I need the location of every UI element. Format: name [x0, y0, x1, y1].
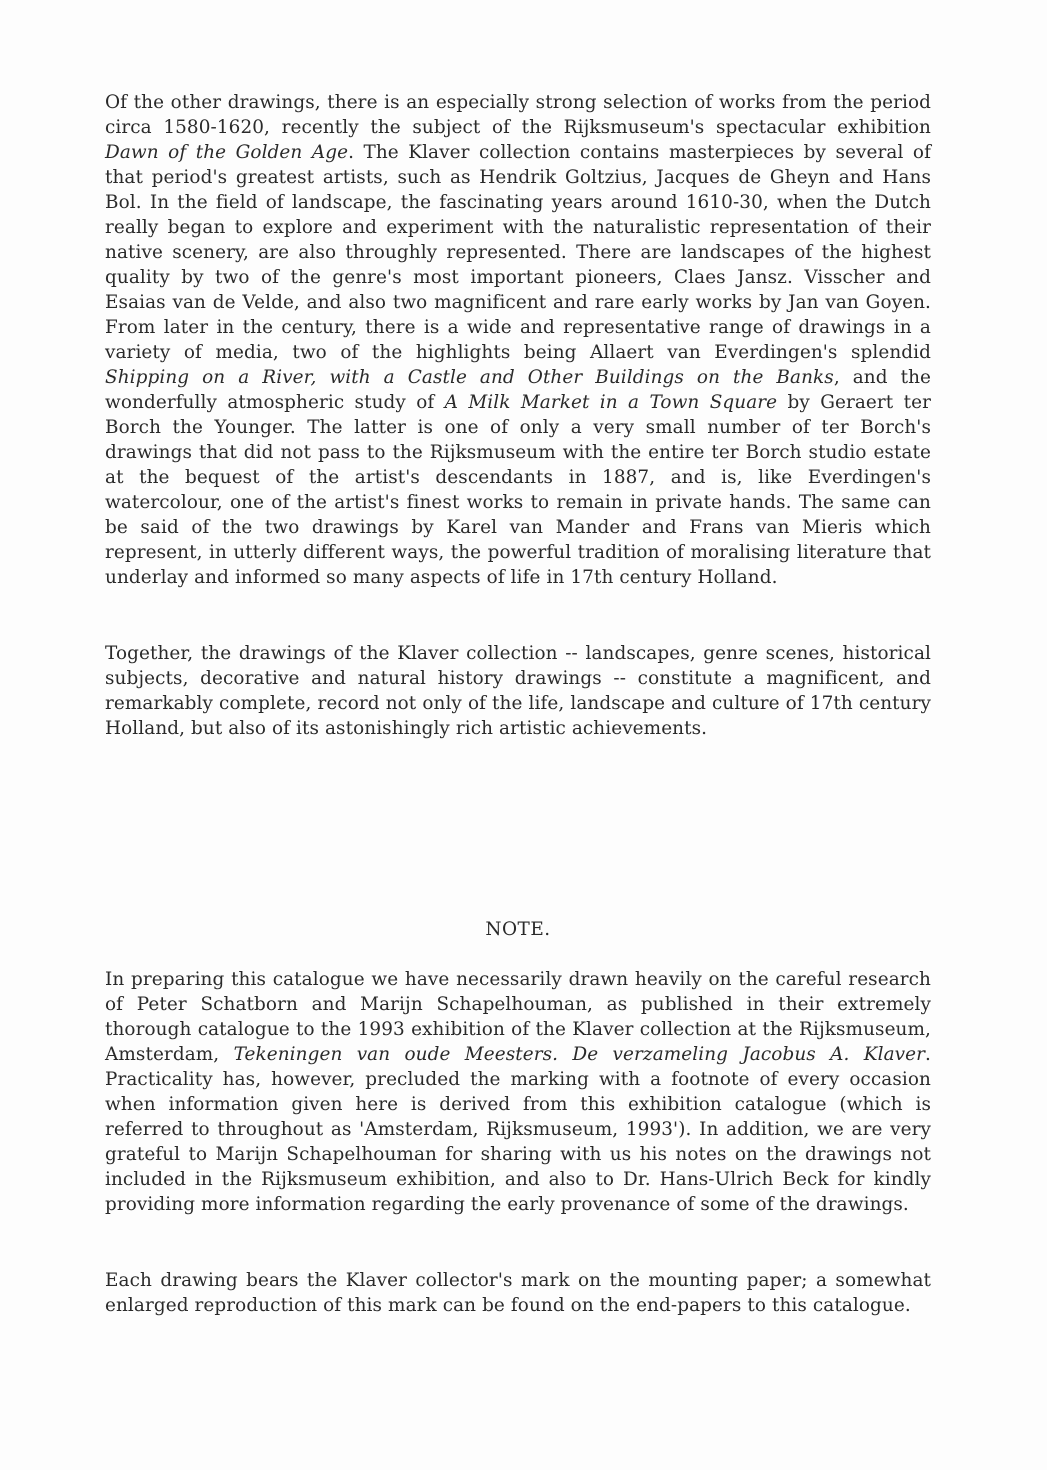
note-paragraph [105, 967, 931, 1217]
note-text-2: . Practicality has, however, precluded the marking with a footnote of every occasion when information given here is derived from this exhibition catalogue (which is referred to throughout as 'Amsterdam, Rijksmuseum, 1993'). In addition, we are very grateful to Marijn Schapelhouman for sharing with us his notes on the drawings not included in the Rijksmuseum exhibition, and also to Dr. Hans-Ulrich Beck for kindly providing more information regarding the early provenance of some of the drawings. [105, 1044, 931, 1215]
intro-text-1: Of the other drawings, there is an especially strong selection of works from the period circa 1580-1620, recently the subject of the Rijksmuseum's spectacular exhibition [105, 92, 931, 138]
title-dawn-of-the-golden-age: Dawn of the Golden Age [105, 142, 349, 163]
intro-text-4: by Geraert ter Borch the Younger. The latter is one of only a very small number of ter Borch's drawings that did not pass to the Rijksmuseum with the entire ter Borch studio estate at the bequest of the artist's descendants in 1887, and is, like Everdingen's watercolour, one of the artist's finest works to remain in private hands. The same can be said of the two drawings by Karel van Mander and Frans van Mieris which represent, in utterly different ways, the powerful tradition of moralising literature that underlay and informed so many aspects of life in 17th century Holland. [105, 392, 931, 588]
collector-mark-text: Each drawing bears the Klaver collector's mark on the mounting paper; a somewhat enlarged reproduction of this mark can be found on the end-papers to this catalogue. [105, 1270, 931, 1316]
note-heading: NOTE. [485, 919, 551, 940]
intro-paragraph [105, 90, 931, 590]
collector-mark-paragraph [105, 1268, 931, 1318]
title-tekeningen-van-oude-meesters: Tekeningen van oude Meesters. De verzameling Jacobus A. Klaver [233, 1044, 926, 1065]
note-text-1: In preparing this catalogue we have necessarily drawn heavily on the careful research of Peter Schatborn and Marijn Schapelhouman, as published in their extremely thorough catalogue to the 1993 exhibition of the Klaver collection at the Rijksmuseum, Amsterdam, [105, 969, 931, 1065]
title-milk-market: A Milk Market in a Town Square [444, 392, 778, 413]
conclusion-text: Together, the drawings of the Klaver collection -- landscapes, genre scenes, historical subjects, decorative and natural history drawings -- constitute a magnificent, and remarkably complete, record not only of the life, landscape and culture of 17th century Holland, but also of its astonishingly rich artistic achievements. [105, 643, 931, 739]
title-shipping-on-a-river: Shipping on a River, with a Castle and Other Buildings on the Banks [105, 367, 834, 388]
conclusion-paragraph [105, 641, 931, 741]
intro-text-3: , and the wonderfully atmospheric study of [105, 367, 931, 413]
intro-text-2: . The Klaver collection contains masterpieces by several of that period's greatest artists, such as Hendrik Goltzius, Jacques de Gheyn and Hans Bol. In the field of landscape, the fascinating years around 1610-30, when the Dutch really began to explore and experiment with the naturalistic representation of their native scenery, are also throughly represented. There are landscapes of the highest quality by two of the genre's most important pioneers, Claes Jansz. Visscher and Esaias van de Velde, and also two magnificent and rare early works by Jan van Goyen. From later in the century, there is a wide and representative range of drawings in a variety of media, two of the highlights being Allaert van Everdingen's splendid [105, 142, 931, 363]
